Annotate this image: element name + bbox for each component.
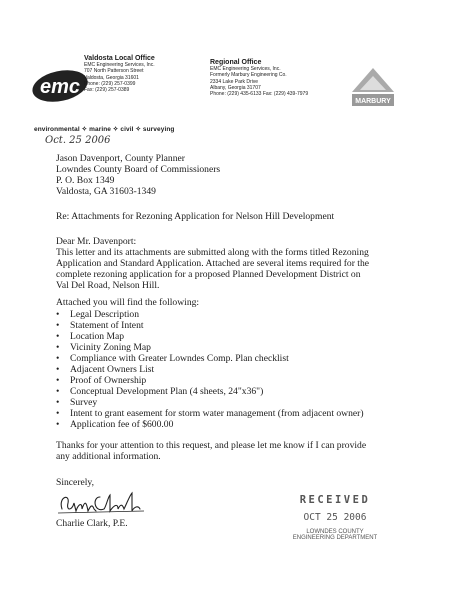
regional-office-line: EMC Engineering Services, Inc. bbox=[210, 66, 281, 72]
local-office-line: Valdosta, Georgia 31601 bbox=[84, 74, 139, 81]
local-office-line: Fax: (229) 257-0389 bbox=[84, 87, 130, 94]
list-item: • Conceptual Development Plan (4 sheets, 24"x36") bbox=[56, 386, 264, 397]
diamond-icon: ✧ bbox=[112, 126, 121, 133]
list-item: • Adjacent Owners List bbox=[56, 364, 155, 375]
recipient-line: P. O. Box 1349 bbox=[56, 175, 115, 186]
bullet-icon: • bbox=[56, 331, 60, 342]
bullet-icon: • bbox=[56, 353, 60, 364]
tagline-item: marine bbox=[89, 126, 112, 133]
bullet-icon: • bbox=[56, 386, 60, 397]
local-office-block bbox=[84, 55, 194, 93]
signer-name: Charlie Clark, P.E. bbox=[56, 518, 128, 529]
recipient-line: Jason Davenport, County Planner bbox=[56, 153, 185, 164]
recipient-line: Valdosta, GA 31603-1349 bbox=[56, 186, 156, 197]
recipient-address bbox=[56, 153, 220, 197]
regional-office-block bbox=[210, 59, 335, 97]
paragraph-line: any additional information. bbox=[56, 451, 161, 462]
list-item: • Intent to grant easement for storm water management (from adjacent owner) bbox=[56, 408, 364, 419]
signature bbox=[56, 489, 146, 519]
local-office-title: Valdosta Local Office bbox=[84, 55, 155, 62]
list-item: • Compliance with Greater Lowndes Comp. Plan checklist bbox=[56, 353, 289, 364]
regional-office-line: Formerly Marbury Engineering Co. bbox=[210, 72, 287, 79]
list-intro: Attached you will find the following: bbox=[56, 297, 200, 308]
local-office-line: Phone: (229) 257-0399 bbox=[84, 80, 136, 87]
regional-office-title: Regional Office bbox=[210, 59, 262, 66]
paragraph-line: complete rezoning application for a proposed Planned Development District on bbox=[56, 269, 361, 280]
paragraph-line: This letter and its attachments are submitted along with the forms titled Rezoning bbox=[56, 247, 369, 258]
received-stamp bbox=[285, 494, 385, 541]
emc-logo bbox=[30, 66, 90, 106]
closing-paragraph bbox=[56, 440, 366, 462]
local-office-line: EMC Engineering Services, Inc. bbox=[84, 62, 155, 68]
regional-office-line: Albany, Georgia 31707 bbox=[210, 84, 261, 91]
closing: Sincerely, bbox=[56, 477, 95, 488]
list-item: • Application fee of $600.00 bbox=[56, 419, 174, 430]
list-item: • Vicinity Zoning Map bbox=[56, 342, 151, 353]
subject-line: Re: Attachments for Rezoning Application for Nelson Hill Development bbox=[56, 211, 335, 222]
bullet-icon: • bbox=[56, 397, 60, 408]
paragraph-line: Thanks for your attention to this request, and please let me know if I can provide bbox=[56, 440, 367, 451]
recipient-line: Lowndes County Board of Commissioners bbox=[56, 164, 221, 175]
stamp-date: OCT 25 2006 bbox=[303, 512, 367, 523]
tagline-item: surveying bbox=[142, 126, 175, 133]
list-item: • Legal Description bbox=[56, 309, 139, 320]
bullet-icon: • bbox=[56, 419, 60, 430]
bullet-icon: • bbox=[56, 342, 60, 353]
list-item: • Proof of Ownership bbox=[56, 375, 147, 386]
tagline bbox=[34, 125, 175, 133]
regional-office-line: 2334 Lake Park Drive bbox=[210, 78, 259, 85]
paragraph-line: Application and Standard Application. Attached are several items required for the bbox=[56, 258, 370, 269]
tagline-item: environmental bbox=[34, 126, 80, 133]
bullet-icon: • bbox=[56, 408, 60, 419]
diamond-icon: ✧ bbox=[81, 126, 90, 133]
stamp-line: LOWNDES COUNTY bbox=[306, 529, 364, 535]
marbury-text: MARBURY bbox=[355, 98, 391, 105]
marbury-logo bbox=[350, 66, 396, 108]
paragraph bbox=[56, 247, 369, 291]
bullet-icon: • bbox=[56, 375, 60, 386]
bullet-icon: • bbox=[56, 309, 60, 320]
stamp-line: ENGINEERING DEPARTMENT bbox=[292, 535, 378, 541]
logo-text: emc bbox=[39, 76, 81, 98]
salutation: Dear Mr. Davenport: bbox=[56, 236, 137, 247]
paragraph-line: Val Del Road, Nelson Hill. bbox=[56, 280, 160, 291]
handwritten-date: Oct. 25 2006 bbox=[45, 135, 111, 146]
local-office-line: 707 North Patterson Street bbox=[84, 68, 144, 75]
stamp-title: RECEIVED bbox=[299, 494, 371, 506]
list-item: • Location Map bbox=[56, 331, 125, 342]
bullet-icon: • bbox=[56, 320, 60, 331]
attachment-list bbox=[56, 309, 364, 430]
tagline-item: civil bbox=[120, 126, 134, 133]
diamond-icon: ✧ bbox=[135, 126, 143, 133]
list-item: • Survey bbox=[56, 397, 98, 408]
list-item: • Statement of Intent bbox=[56, 320, 144, 331]
regional-office-line: Phone: (229) 435-6133 Fax: (229) 439-7979 bbox=[210, 91, 309, 98]
bullet-icon: • bbox=[56, 364, 60, 375]
